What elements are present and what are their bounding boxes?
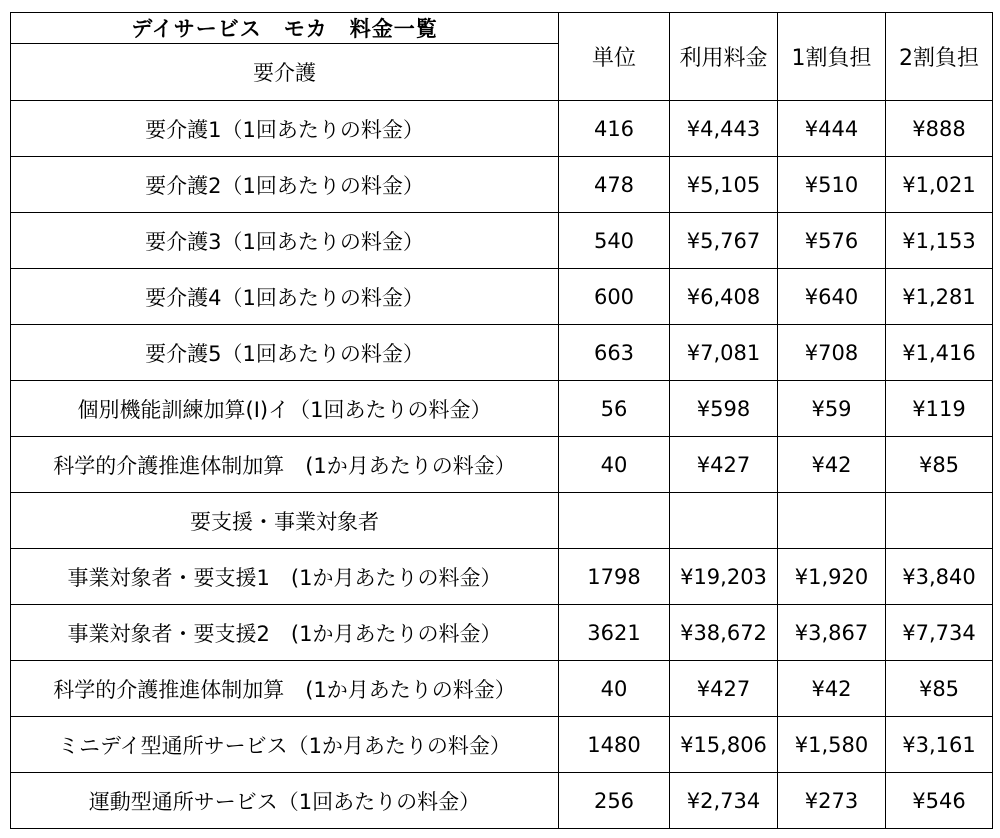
row-copay1: ¥1,920	[778, 549, 886, 605]
row-copay2: ¥7,734	[886, 605, 993, 661]
row-copay2: ¥119	[886, 381, 993, 437]
row-copay1: ¥42	[778, 661, 886, 717]
table-row	[11, 101, 993, 157]
table-row	[11, 549, 993, 605]
row-copay2: ¥85	[886, 437, 993, 493]
row-fee: ¥19,203	[670, 549, 778, 605]
row-label: 運動型通所サービス（1回あたりの料金）	[11, 773, 559, 829]
row-copay2: ¥3,840	[886, 549, 993, 605]
row-fee: ¥7,081	[670, 325, 778, 381]
table-row	[11, 605, 993, 661]
row-fee: ¥6,408	[670, 269, 778, 325]
row-label: 事業対象者・要支援2 (1か月あたりの料金）	[11, 605, 559, 661]
row-fee: ¥2,734	[670, 773, 778, 829]
table-row	[11, 773, 993, 829]
row-label: 科学的介護推進体制加算 (1か月あたりの料金）	[11, 661, 559, 717]
header-copay2: 2割負担	[886, 13, 993, 101]
row-copay2: ¥85	[886, 661, 993, 717]
row-copay1: ¥42	[778, 437, 886, 493]
row-unit: 1480	[559, 717, 670, 773]
header-fee: 利用料金	[670, 13, 778, 101]
row-label: 要介護1（1回あたりの料金）	[11, 101, 559, 157]
row-unit: 40	[559, 437, 670, 493]
row-label: 事業対象者・要支援1 (1か月あたりの料金）	[11, 549, 559, 605]
row-copay1: ¥1,580	[778, 717, 886, 773]
row-fee: ¥15,806	[670, 717, 778, 773]
row-fee: ¥4,443	[670, 101, 778, 157]
row-fee: ¥5,105	[670, 157, 778, 213]
row-unit: 600	[559, 269, 670, 325]
row-copay1: ¥708	[778, 325, 886, 381]
row-unit: 478	[559, 157, 670, 213]
row-label: 個別機能訓練加算(Ⅰ)イ（1回あたりの料金）	[11, 381, 559, 437]
row-copay2: ¥888	[886, 101, 993, 157]
row-unit: 256	[559, 773, 670, 829]
row-fee: ¥427	[670, 661, 778, 717]
header-unit: 単位	[559, 13, 670, 101]
row-label: 要介護5（1回あたりの料金）	[11, 325, 559, 381]
section-row-support	[11, 493, 993, 549]
row-copay2: ¥1,281	[886, 269, 993, 325]
empty-cell	[886, 493, 993, 549]
row-copay1: ¥3,867	[778, 605, 886, 661]
row-copay1: ¥273	[778, 773, 886, 829]
row-copay2: ¥3,161	[886, 717, 993, 773]
row-fee: ¥5,767	[670, 213, 778, 269]
section-care-label: 要介護	[11, 44, 559, 101]
fee-table	[10, 12, 993, 829]
row-copay1: ¥59	[778, 381, 886, 437]
row-label: 要介護3（1回あたりの料金）	[11, 213, 559, 269]
empty-cell	[559, 493, 670, 549]
table-row	[11, 269, 993, 325]
row-copay1: ¥510	[778, 157, 886, 213]
row-unit: 540	[559, 213, 670, 269]
row-copay1: ¥640	[778, 269, 886, 325]
row-copay2: ¥1,021	[886, 157, 993, 213]
table-row	[11, 157, 993, 213]
row-fee: ¥38,672	[670, 605, 778, 661]
row-unit: 416	[559, 101, 670, 157]
row-unit: 663	[559, 325, 670, 381]
empty-cell	[778, 493, 886, 549]
row-label: ミニデイ型通所サービス（1か月あたりの料金）	[11, 717, 559, 773]
table-title: デイサービス モカ 料金一覧	[11, 13, 559, 44]
table-row	[11, 381, 993, 437]
table-row	[11, 661, 993, 717]
row-copay2: ¥1,153	[886, 213, 993, 269]
row-unit: 40	[559, 661, 670, 717]
header-copay1: 1割負担	[778, 13, 886, 101]
table-row	[11, 213, 993, 269]
row-copay2: ¥546	[886, 773, 993, 829]
empty-cell	[670, 493, 778, 549]
title-row	[11, 13, 993, 44]
table-row	[11, 717, 993, 773]
row-copay2: ¥1,416	[886, 325, 993, 381]
row-unit: 56	[559, 381, 670, 437]
row-label: 要介護2（1回あたりの料金）	[11, 157, 559, 213]
row-unit: 1798	[559, 549, 670, 605]
section-support-label: 要支援・事業対象者	[11, 493, 559, 549]
row-unit: 3621	[559, 605, 670, 661]
row-copay1: ¥444	[778, 101, 886, 157]
row-fee: ¥427	[670, 437, 778, 493]
row-label: 要介護4（1回あたりの料金）	[11, 269, 559, 325]
table-row	[11, 325, 993, 381]
row-label: 科学的介護推進体制加算 (1か月あたりの料金）	[11, 437, 559, 493]
row-copay1: ¥576	[778, 213, 886, 269]
row-fee: ¥598	[670, 381, 778, 437]
table-row	[11, 437, 993, 493]
